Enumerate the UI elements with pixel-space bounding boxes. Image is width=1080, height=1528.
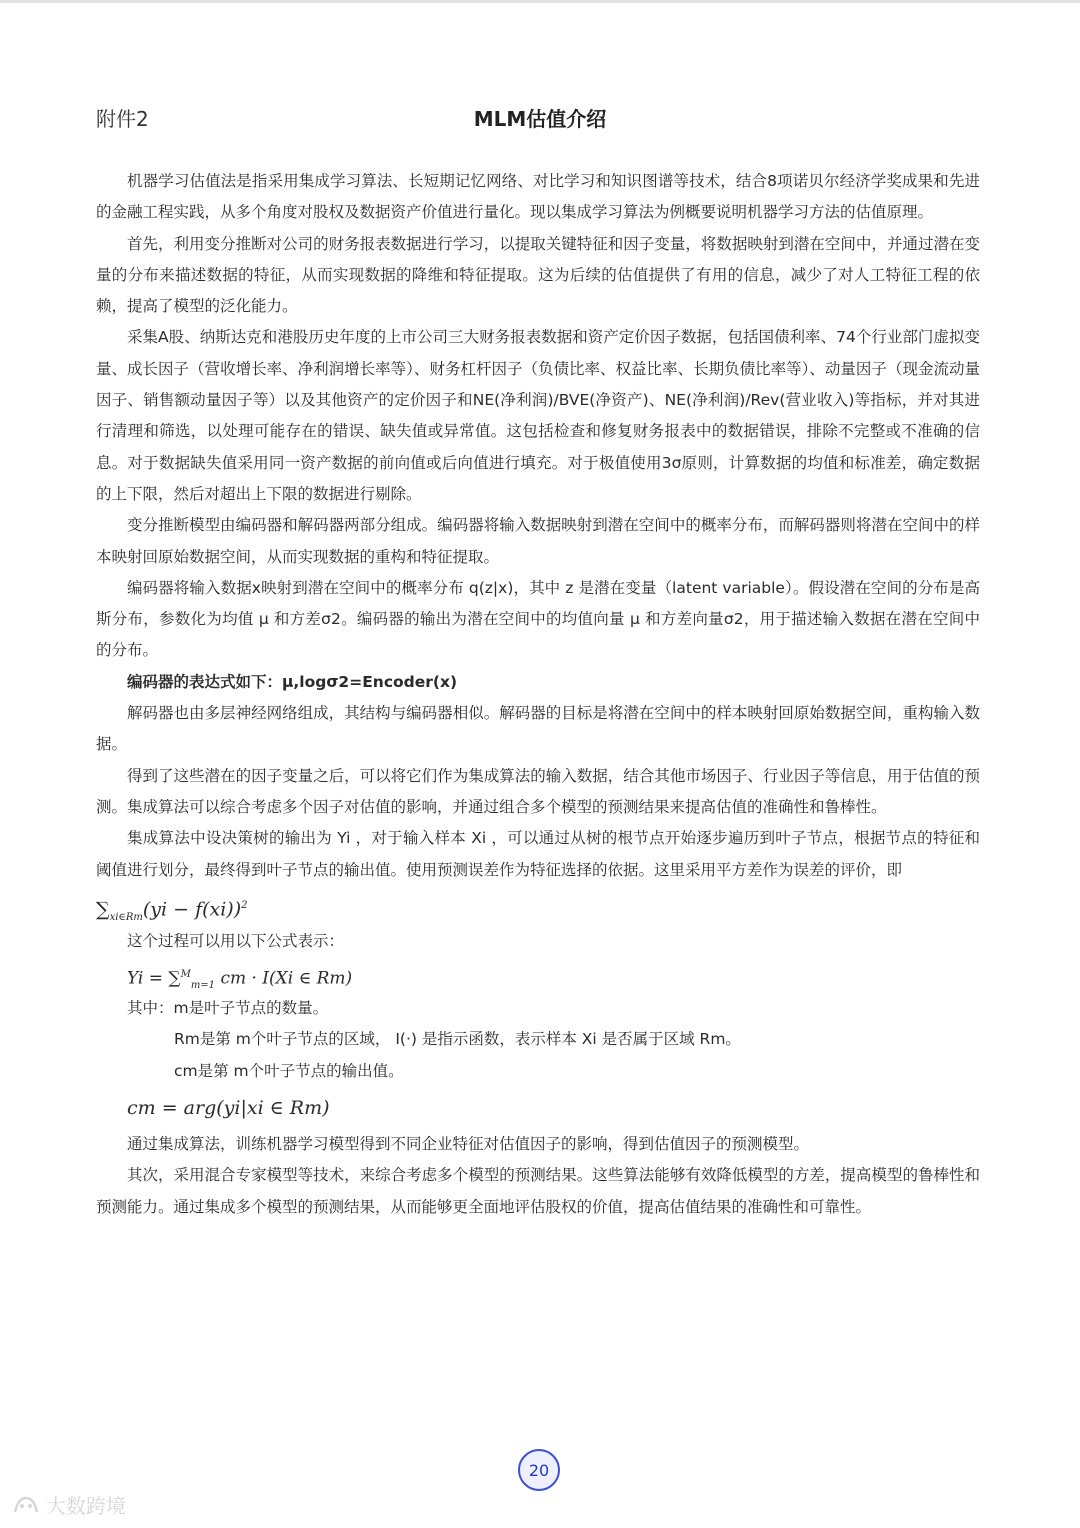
paragraph-formula-intro: 这个过程可以用以下公式表示： — [127, 931, 345, 950]
paragraph-ensemble-input: 得到了这些潜在的因子变量之后，可以将它们作为集成算法的输入数据，结合其他市场因子、行业因子等信息，用于估值的预测。集成算法可以综合考虑多个因子对估值的影响，并通过组合多个模型的预测结果来提高估值的准确性和鲁棒性。 — [96, 766, 980, 816]
paragraph-decoder: 解码器也由多层神经网络组成，其结构与编码器相似。解码器的目标是将潜在空间中的样本映射回原始数据空间，重构输入数据。 — [96, 704, 980, 754]
paragraph-mixture-of-experts: 其次，采用混合专家模型等技术，来综合考虑多个模型的预测结果。这些算法能够有效降低模型的方差，提高模型的鲁棒性和预测能力。通过集成多个模型的预测结果，从而能够更全面地评估股权的价值，提高估值结果的准确性和可靠性。 — [96, 1166, 980, 1216]
watermark — [12, 1490, 126, 1519]
page-title: MLM估值介绍 — [473, 107, 607, 131]
watermark-text: 大数跨境 — [46, 1494, 126, 1518]
annex-label: 附件2 — [96, 107, 149, 131]
formula-body: cm · I(Xi ∈ Rm) — [215, 968, 353, 989]
document-body — [96, 166, 980, 1223]
formula-exponent: 2 — [241, 899, 248, 911]
paragraph-decision-tree: 集成算法中设决策树的输出为 Yi ，对于输入样本 Xi ，可以通过从树的根节点开始逐步遍历到叶子节点，根据节点的特征和阈值进行划分，最终得到叶子节点的输出值。使用预测误差作为特征选择的依据。这里采用平方差作为误差的评价，即 — [96, 829, 980, 879]
formula-superscript: M — [180, 969, 191, 981]
paragraph-where-rm: Rm是第 m个叶子节点的区域， I(·) 是指示函数，表示样本 Xi 是否属于区域 Rm。 — [174, 1030, 741, 1049]
formula-subscript: xi∈Rm — [109, 911, 143, 923]
page-number-badge: 20 — [518, 1449, 560, 1491]
formula-subscript: m=1 — [190, 980, 216, 992]
paragraph-data-collection: 采集A股、纳斯达克和港股历史年度的上市公司三大财务报表数据和资产定价因子数据，包括国债利率、74个行业部门虚拟变量、成长因子（营收增长率、净利润增长率等）、财务杠杆因子（负债比率、权益比率、长期负债比率等）、动量因子（现金流动量因子、销售额动量因子等）以及其他资产的定价因子和NE(净利润)/BVE(净资产)、NE(净利润)/Rev(营业收入)等指标，并对其进行清理和筛选，以处理可能存在的错误、缺失值或异常值。这包括检查和修复财务报表中的数据错误，排除不完整或不准确的信息。对于数据缺失值采用同一资产数据的前向值或后向值进行填充。对于极值使用3σ原则，计算数据的均值和标准差，确定数据的上下限，然后对超出上下限的数据进行剔除。 — [96, 328, 980, 503]
brand-logo-icon — [12, 1494, 40, 1516]
formula-leaf-output: cm = arg(yi|xi ∈ Rm) — [127, 1097, 330, 1120]
paragraph-where-m: 其中：m是叶子节点的数量。 — [127, 999, 329, 1018]
sum-symbol: ∑ — [168, 968, 181, 989]
formula-body: (yi − f(xi)) — [142, 898, 242, 921]
paragraph-intro: 机器学习估值法是指采用集成学习算法、长短期记忆网络、对比学习和知识图谱等技术，结合8项诺贝尔经济学奖成果和先进的金融工程实践，从多个角度对股权及数据资产价值进行量化。现以集成学习算法为例概要说明机器学习方法的估值原理。 — [96, 172, 980, 222]
formula-tree-output — [96, 957, 980, 993]
sum-symbol: ∑ — [96, 898, 110, 921]
paragraph-where-cm: cm是第 m个叶子节点的输出值。 — [174, 1061, 404, 1080]
paragraph-encoder-expression: 编码器的表达式如下：μ,logσ2=Encoder(x) — [127, 672, 458, 691]
top-rule — [0, 0, 1080, 3]
formula-lhs: Yi = — [127, 968, 169, 989]
paragraph-variational-inference: 首先，利用变分推断对公司的财务报表数据进行学习，以提取关键特征和因子变量，将数据映射到潜在空间中，并通过潜在变量的分布来描述数据的特征，从而实现数据的降维和特征提取。这为后续的估值提供了有用的信息，减少了对人工特征工程的依赖，提高了模型的泛化能力。 — [96, 234, 980, 316]
paragraph-encoder-mapping: 编码器将输入数据x映射到潜在空间中的概率分布 q(z|x)，其中 z 是潜在变量（latent variable）。假设潜在空间的分布是高斯分布，参数化为均值 μ 和方差σ2。编码器的输出为潜在空间中的均值向量 μ 和方差向量σ2，用于描述输入数据在潜在空间中的分布。 — [96, 578, 980, 660]
formula-squared-error — [96, 886, 980, 926]
paragraph-ensemble-training: 通过集成算法，训练机器学习模型得到不同企业特征对估值因子的影响，得到估值因子的预测模型。 — [127, 1135, 810, 1154]
paragraph-encoder-decoder: 变分推断模型由编码器和解码器两部分组成。编码器将输入数据映射到潜在空间中的概率分布，而解码器则将潜在空间中的样本映射回原始数据空间，从而实现数据的重构和特征提取。 — [96, 516, 980, 566]
